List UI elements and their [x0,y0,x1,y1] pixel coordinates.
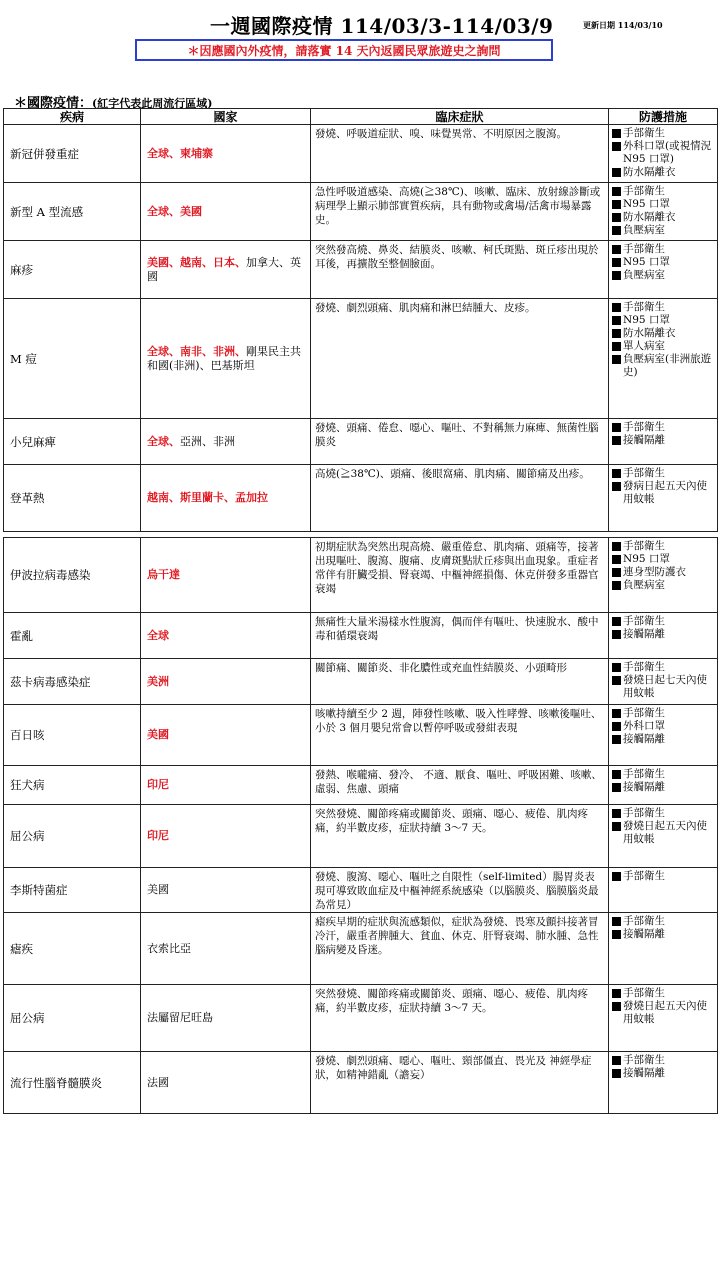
protection-item [612,1000,715,1026]
protection-item [612,127,715,140]
protection-item [612,224,715,237]
protection-label: 防水隔離衣 [623,166,676,178]
country-cell [141,125,311,183]
protection-item [612,566,715,579]
black-square-icon [612,1056,621,1065]
black-square-icon [612,663,621,672]
black-square-icon [612,1069,621,1078]
protection-item [612,733,715,746]
disease-name: 登革熱 [4,465,141,532]
country-text: 美國 [147,728,169,741]
protection-label: 接觸隔離 [623,733,665,745]
protection-label: 防水隔離衣 [623,327,676,339]
protection-item [612,807,715,820]
black-square-icon [612,142,621,151]
country-text: 全球 [147,628,169,642]
protection-label: 負壓病室(非洲旅遊史) [623,353,712,378]
protection-cell [609,125,718,183]
protection-item [612,198,715,211]
black-square-icon [612,783,621,792]
protection-label: 手部衛生 [623,615,665,627]
header-country: 國家 [141,109,311,125]
header-symptom: 臨床症狀 [311,109,609,125]
table-row [4,913,718,985]
disease-name: 霍亂 [4,613,141,659]
protection-label: 外科口罩(或視情況 N95 口罩) [623,140,712,165]
country-cell [141,465,311,532]
protection-cell [609,766,718,805]
epidemic-table-2 [3,537,718,1052]
disease-name: 新型 A 型流感 [4,183,141,241]
table-row [4,299,718,419]
protection-label: 接觸隔離 [623,1067,665,1079]
protection-item [612,327,715,340]
protection-cell [609,241,718,299]
protection-cell [609,299,718,419]
protection-item [612,243,715,256]
protection-item [612,720,715,733]
country-text: 衣索比亞 [147,941,191,955]
black-square-icon [612,809,621,818]
symptom-text: 發燒、呼吸道症狀、嗅、味覺異常、不明原因之腹瀉。 [311,125,609,183]
country-cell [141,299,311,419]
table-row [4,613,718,659]
disease-name: 李斯特菌症 [4,868,141,913]
protection-label: 手部衛生 [623,127,665,139]
protection-item [612,256,715,269]
protection-item [612,707,715,720]
black-square-icon [612,303,621,312]
symptom-text: 發燒、腹瀉、噁心、嘔吐之自限性（self-limited）腸胃炎表現可導致敗血症及中樞神經系統感染（以腦膜炎、腦膜腦炎最為常見） [311,868,609,913]
black-square-icon [612,917,621,926]
symptom-text: 突然發燒、關節疼痛或關節炎、頭痛、噁心、疲倦、肌肉疼痛，約半數皮疹，症狀持續 3～7 天。 [311,985,609,1052]
black-square-icon [612,630,621,639]
protection-item [612,540,715,553]
protection-label: 連身型防護衣 [623,566,686,578]
protection-label: 手部衛生 [623,540,665,552]
table-header-row [4,109,718,125]
disease-name: 屈公病 [4,805,141,868]
protection-cell [609,705,718,766]
country-text: 美國 [147,883,169,896]
protection-label: 接觸隔離 [623,928,665,940]
black-square-icon [612,226,621,235]
table-row [4,241,718,299]
black-square-icon [612,542,621,551]
protection-label: 發燒日起五天內使用蚊帳 [623,1000,707,1025]
black-square-icon [612,129,621,138]
protection-cell [609,538,718,613]
protection-item [612,553,715,566]
table-row [4,805,718,868]
country-text: 亞洲、非洲 [180,434,235,448]
country-text: 印尼 [147,778,169,791]
country-text: 越南、斯里蘭卡、孟加拉 [147,491,268,504]
black-square-icon [612,168,621,177]
protection-label: 接觸隔離 [623,434,665,446]
protection-item [612,185,715,198]
black-square-icon [612,676,621,685]
protection-label: 單人病室 [623,340,665,352]
protection-item [612,211,715,224]
protection-label: 手部衛生 [623,915,665,927]
protection-label: 手部衛生 [623,421,665,433]
protection-cell [609,659,718,705]
symptom-text: 發燒、劇烈頭痛、肌肉痛和淋巴結腫大、皮疹。 [311,299,609,419]
protection-label: 手部衛生 [623,301,665,313]
symptom-text: 發燒、頭痛、倦怠、噁心、嘔吐、不對稱無力麻痺、無菌性腦膜炎 [311,419,609,465]
protection-label: 手部衛生 [623,768,665,780]
country-text: 美洲 [147,674,169,688]
protection-item [612,628,715,641]
black-square-icon [612,770,621,779]
country-cell [141,1052,311,1114]
protection-item [612,269,715,282]
protection-item [612,1067,715,1080]
country-cell [141,805,311,868]
table-row [4,985,718,1052]
protection-label: 發燒日起五天內使用蚊帳 [623,820,707,845]
black-square-icon [612,213,621,222]
update-date: 更新日期 114/03/10 [583,20,663,30]
protection-label: 手部衛生 [623,1054,665,1066]
symptom-text: 關節痛、關節炎、非化膿性或充血性結膜炎、小頭畸形 [311,659,609,705]
black-square-icon [612,329,621,338]
disease-name: 新冠併發重症 [4,125,141,183]
table-row [4,705,718,766]
table-row [4,868,718,913]
country-text: 印尼 [147,829,169,842]
protection-cell [609,613,718,659]
protection-item [612,301,715,314]
protection-item [612,768,715,781]
epidemic-table-1 [3,108,718,532]
symptom-text: 咳嗽持續至少 2 週，陣發性咳嗽、吸入性哮聲、咳嗽後嘔吐、小於 3 個月嬰兒常會以暫停呼吸或發紺表現 [311,705,609,766]
protection-item [612,661,715,674]
country-cell [141,985,311,1052]
black-square-icon [612,436,621,445]
disease-name: 麻疹 [4,241,141,299]
protection-label: 接觸隔離 [623,628,665,640]
epidemic-table-3 [3,1051,718,1114]
black-square-icon [612,258,621,267]
protection-item [612,915,715,928]
table-row [4,125,718,183]
protection-item [612,434,715,447]
protection-label: 負壓病室 [623,224,665,236]
protection-item [612,480,715,506]
country-cell [141,419,311,465]
protection-item [612,870,715,883]
protection-cell [609,985,718,1052]
disease-name: 屈公病 [4,985,141,1052]
protection-item [612,615,715,628]
country-cell [141,868,311,913]
symptom-text: 高燒(≧38℃)、頭痛、後眼窩痛、肌肉痛、關節痛及出疹。 [311,465,609,532]
protection-item [612,928,715,941]
protection-item [612,314,715,327]
protection-label: 手部衛生 [623,661,665,673]
black-square-icon [612,423,621,432]
disease-name: M 痘 [4,299,141,419]
black-square-icon [612,722,621,731]
protection-label: 防水隔離衣 [623,211,676,223]
country-cell [141,913,311,985]
symptom-text: 突然發高燒、鼻炎、結膜炎、咳嗽、柯氏斑點、斑丘疹出現於耳後，再擴散至整個臉面。 [311,241,609,299]
black-square-icon [612,245,621,254]
protection-label: 手部衛生 [623,807,665,819]
protection-cell [609,868,718,913]
table-row [4,1052,718,1114]
table-row [4,183,718,241]
protection-label: 發燒日起七天內使用蚊帳 [623,674,707,699]
protection-item [612,421,715,434]
disease-name: 小兒麻痺 [4,419,141,465]
country-cell [141,183,311,241]
protection-label: N95 口罩 [623,553,670,565]
black-square-icon [612,200,621,209]
black-square-icon [612,822,621,831]
black-square-icon [612,709,621,718]
black-square-icon [612,469,621,478]
protection-item [612,340,715,353]
country-cell [141,538,311,613]
protection-cell [609,183,718,241]
country-text: 剛果民主共和國(非洲)、巴基斯坦 [147,344,301,372]
disease-name: 瘧疾 [4,913,141,985]
protection-label: 發病日起五天內使用蚊帳 [623,480,707,505]
header-protection: 防護措施 [609,109,718,125]
country-cell [141,766,311,805]
protection-cell [609,913,718,985]
black-square-icon [612,617,621,626]
page-title: 一週國際疫情 114/03/3-114/03/9 [210,14,554,38]
country-text: 全球、 [147,434,180,448]
table-row [4,766,718,805]
protection-label: N95 口罩 [623,314,670,326]
protection-label: N95 口罩 [623,256,670,268]
symptom-text: 初期症狀為突然出現高燒、嚴重倦怠、肌肉痛、頭痛等，接著出現嘔吐、腹瀉、腹痛、皮膚斑點狀丘疹與出血現象。重症者常伴有肝臟受損、腎衰竭、中樞神經損傷、休克併發多重器官衰竭 [311,538,609,613]
black-square-icon [612,989,621,998]
black-square-icon [612,355,621,364]
protection-item [612,140,715,166]
black-square-icon [612,271,621,280]
black-square-icon [612,581,621,590]
disease-name: 狂犬病 [4,766,141,805]
protection-label: 手部衛生 [623,987,665,999]
section-title-main: ＊國際疫情： [14,96,93,111]
symptom-text: 瘧疾早期的症狀與流感類似，症狀為發燒、畏寒及顫抖接著冒冷汗，嚴重者脾腫大、貧血、休克、肝腎衰竭、肺水腫、急性腦病變及昏迷。 [311,913,609,985]
symptom-text: 突然發燒、關節疼痛或關節炎、頭痛、噁心、疲倦、肌肉疼痛，約半數皮疹，症狀持續 3～7 天。 [311,805,609,868]
country-text: 法國 [147,1075,169,1089]
black-square-icon [612,735,621,744]
black-square-icon [612,482,621,491]
protection-cell [609,805,718,868]
symptom-text: 發燒、劇烈頭痛、噁心、嘔吐、頸部僵直、畏光及 神經學症狀，如精神錯亂（譫妄） [311,1052,609,1114]
black-square-icon [612,872,621,881]
symptom-text: 發熱、喉嚨痛、發冷、 不適、厭食、嘔吐、呼吸困難、咳嗽、虛弱、焦慮、頭痛 [311,766,609,805]
black-square-icon [612,187,621,196]
protection-label: 手部衛生 [623,467,665,479]
country-text: 全球、柬埔寨 [147,146,213,160]
protection-cell [609,419,718,465]
country-text: 法屬留尼旺島 [147,1011,213,1024]
protection-label: 手部衛生 [623,707,665,719]
protection-item [612,353,715,379]
symptom-text: 無痛性大量米湯樣水性腹瀉，偶而伴有嘔吐、快速脫水、酸中毒和循環衰竭 [311,613,609,659]
protection-label: 負壓病室 [623,269,665,281]
black-square-icon [612,568,621,577]
protection-label: 手部衛生 [623,243,665,255]
country-cell [141,659,311,705]
protection-item [612,820,715,846]
country-text: 全球、美國 [147,204,202,218]
protection-item [612,781,715,794]
protection-item [612,674,715,700]
country-text: 加拿大、英國 [147,255,301,283]
black-square-icon [612,316,621,325]
protection-item [612,166,715,179]
protection-label: N95 口罩 [623,198,670,210]
disease-name: 茲卡病毒感染症 [4,659,141,705]
table-row [4,419,718,465]
table-row [4,465,718,532]
country-cell [141,613,311,659]
protection-cell [609,1052,718,1114]
protection-label: 外科口罩 [623,720,665,732]
protection-label: 手部衛生 [623,870,665,882]
disease-name: 伊波拉病毒感染 [4,538,141,613]
header-disease: 疾病 [4,109,141,125]
country-cell [141,705,311,766]
country-cell [141,241,311,299]
protection-label: 手部衛生 [623,185,665,197]
country-text: 美國、越南、日本、 [147,255,246,269]
black-square-icon [612,555,621,564]
black-square-icon [612,1002,621,1011]
disease-name: 百日咳 [4,705,141,766]
symptom-text: 急性呼吸道感染、高燒(≧38℃)、咳嗽、臨床、放射線診斷或病理學上顯示肺部實質疾病，具有動物或禽場/活禽市場暴露史。 [311,183,609,241]
protection-cell [609,465,718,532]
notice-banner: ＊因應國內外疫情，請落實 14 天內返國民眾旅遊史之詢問 [135,39,553,61]
country-text: 全球、南非、非洲、 [147,344,246,358]
protection-item [612,1054,715,1067]
protection-item [612,579,715,592]
protection-label: 接觸隔離 [623,781,665,793]
protection-label: 負壓病室 [623,579,665,591]
table-row [4,538,718,613]
protection-item [612,987,715,1000]
disease-name: 流行性腦脊髓膜炎 [4,1052,141,1114]
black-square-icon [612,930,621,939]
section-title-note: (紅字代表此周流行區域) [92,97,213,110]
country-text: 烏干達 [147,568,180,581]
protection-item [612,467,715,480]
table-row [4,659,718,705]
black-square-icon [612,342,621,351]
